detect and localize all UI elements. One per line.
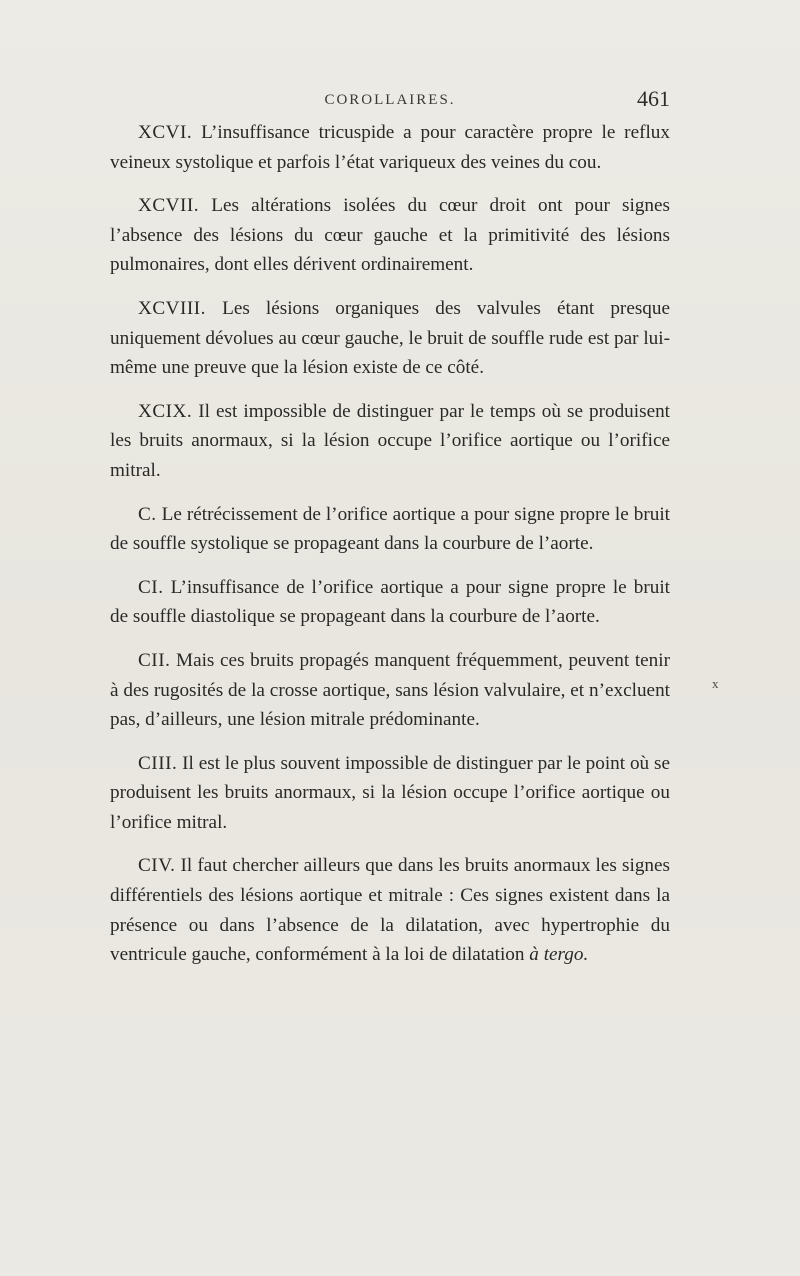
paragraph-number: CIV. xyxy=(138,855,176,877)
margin-mark: x xyxy=(712,676,719,691)
body-text xyxy=(110,118,670,984)
page-number: 461 xyxy=(637,86,670,111)
paragraph-text: L’insuffisance tricuspide a pour caractère propre le reflux veineux systolique et parfois l’état variqueux des veines du cou. xyxy=(110,122,670,173)
paragraph-text: Le rétrécissement de l’orifice aortique a pour signe propre le bruit de souffle systolique se propageant dans la courbure de l’aorte. xyxy=(110,503,670,555)
paragraph-cii xyxy=(110,646,670,735)
paragraph-xcix xyxy=(110,397,670,486)
paragraph-xcvi xyxy=(110,118,670,177)
paragraph-text: L’insuffisance de l’orifice aortique a pour signe propre le bruit de souffle diastolique se propageant dans la courbure de l’aorte. xyxy=(110,576,671,628)
paragraph-civ xyxy=(110,851,670,969)
paragraph-text: Les altérations isolées du cœur droit ont pour signes l’absence des lésions du cœur gauche et la primitivité des lésions pulmonaires, dont elles dérivent ordinairement. xyxy=(110,195,670,276)
paragraph-ciii xyxy=(110,749,670,838)
running-title: COROLLAIRES. xyxy=(324,92,456,108)
paragraph-number: XCVIII. xyxy=(138,297,206,319)
paragraph-xcvii xyxy=(110,191,670,280)
paragraph-number: XCVII. xyxy=(138,195,200,217)
paragraph-text: Il est impossible de distinguer par le temps où se produisent les bruits anormaux, si la lésion occupe l’orifice aortique ou l’orifice mitral. xyxy=(110,400,671,481)
paragraph-ci xyxy=(110,573,670,632)
page-header xyxy=(110,84,670,114)
paragraph-number: C. xyxy=(138,503,157,525)
paragraph-xcviii xyxy=(110,294,670,383)
paragraph-text: Mais ces bruits propagés manquent fréquemment, peuvent tenir à des rugosités de la crosse aortique, sans lésion valvulaire, et n’excluent pas, d’ailleurs, une lésion mitrale prédominante. xyxy=(110,649,670,731)
paragraph-number: CII. xyxy=(138,649,171,671)
paragraph-number: CIII. xyxy=(138,752,178,774)
paragraph-number: XCVI. xyxy=(138,122,193,143)
paragraph-italic-tail: à tergo. xyxy=(529,944,589,966)
paragraph-text: Il faut chercher ailleurs que dans les bruits anormaux les signes différentiels des lésions aortique et mitrale : Ces signes existent dans la présence ou dans l’absence de la dilatation, avec hypertrophie du ventricule gauche, conformément à la loi de dilatation xyxy=(110,855,670,966)
paragraph-number: XCIX. xyxy=(138,400,193,422)
paragraph-number: CI. xyxy=(138,576,164,598)
paragraph-c xyxy=(110,500,670,559)
paragraph-text: Il est le plus souvent impossible de distinguer par le point où se produisent les bruits anormaux, si la lésion occupe l’orifice aortique ou l’orifice mitral. xyxy=(110,752,670,833)
paragraph-text: Les lésions organiques des valvules étant presque uniquement dévolues au cœur gauche, le bruit de souffle rude est par lui-même une preuve que la lésion existe de ce côté. xyxy=(110,297,671,379)
